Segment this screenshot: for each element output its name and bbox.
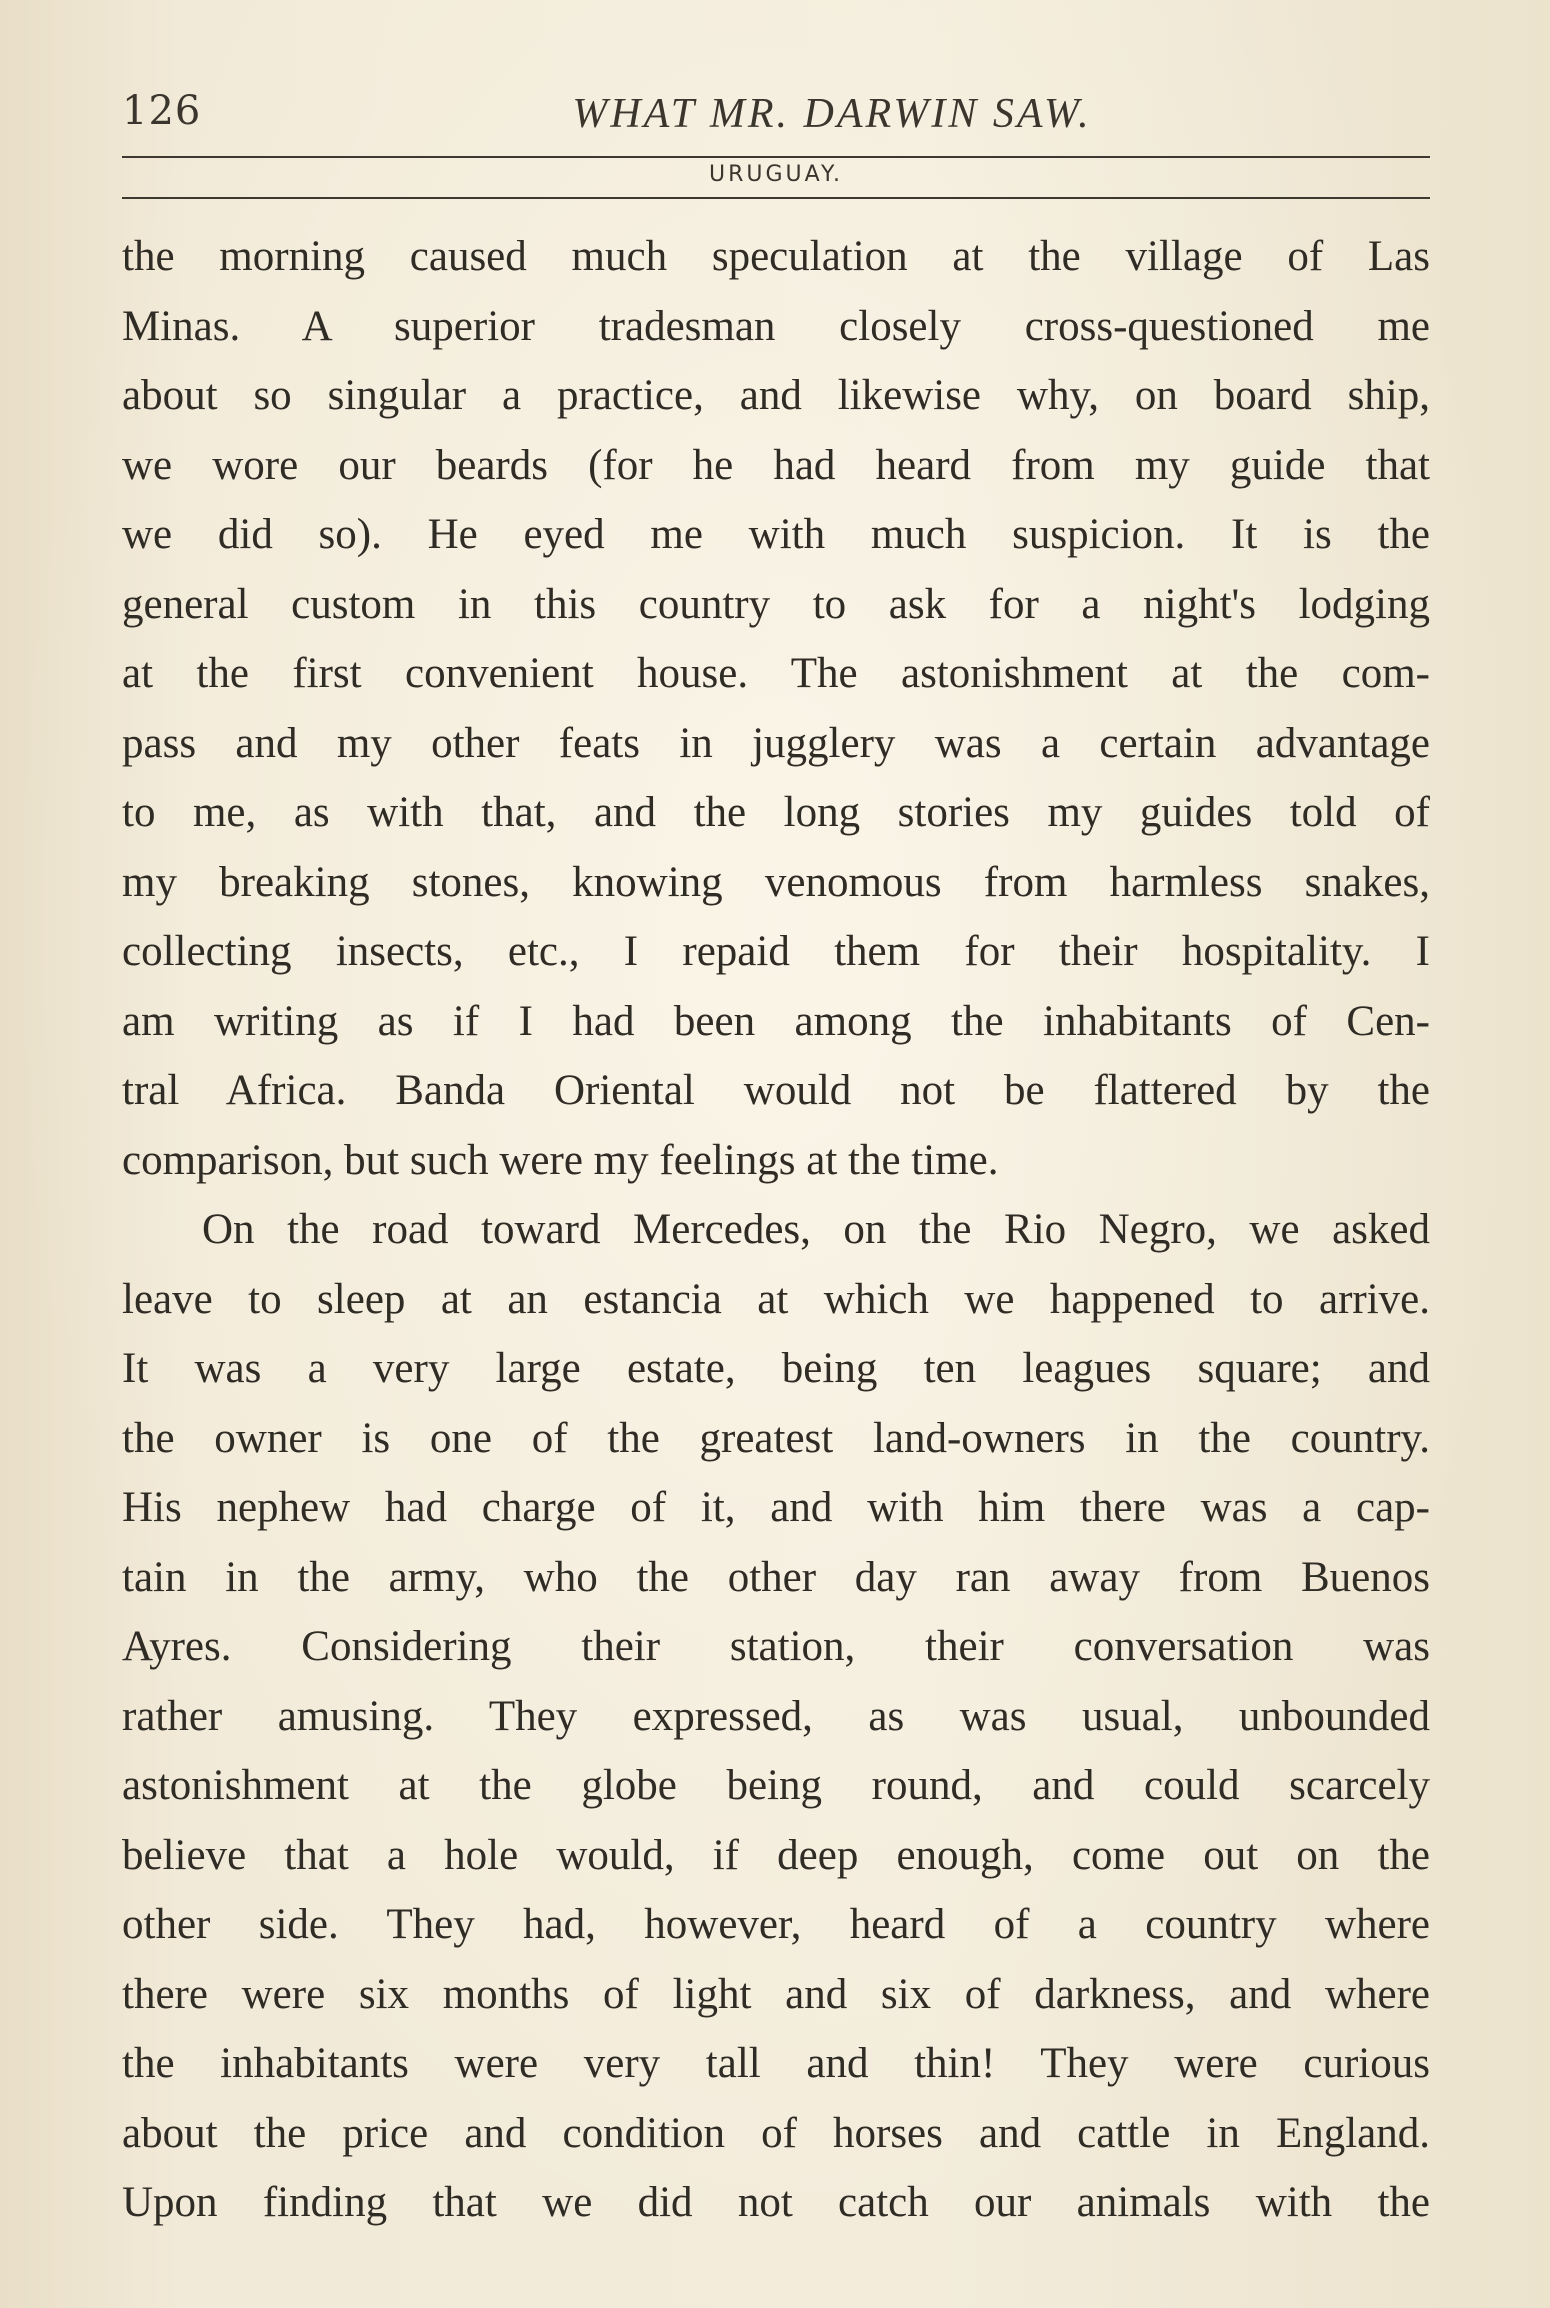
text-line: the owner is one of the greatest land-owners in the country. xyxy=(122,1414,1430,1462)
text-line: the morning caused much speculation at the village of Las xyxy=(122,233,1430,280)
text-line: there were six months of light and six of darkness, and where xyxy=(122,1970,1430,2018)
text-line: believe that a hole would, if deep enough, come out on the xyxy=(122,1831,1430,1879)
text-line: to me, as with that, and the long stories my guides told of xyxy=(122,789,1430,836)
body-text xyxy=(122,222,1430,2238)
paragraph-end-line: comparison, but such were my feelings at the time. xyxy=(122,1136,999,1184)
text-line: at the first convenient house. The astonishment at the com- xyxy=(122,650,1430,697)
text-line: about so singular a practice, and likewise why, on board ship, xyxy=(122,372,1430,419)
text-line: other side. They had, however, heard of a country where xyxy=(122,1901,1430,1948)
section-label: URUGUAY. xyxy=(709,162,843,187)
text-line: It was a very large estate, being ten leagues square; and xyxy=(122,1345,1430,1392)
text-line: leave to sleep at an estancia at which we happened to arrive. xyxy=(122,1275,1430,1323)
text-line: collecting insects, etc., I repaid them for their hospitality. I xyxy=(122,928,1430,975)
text-line: my breaking stones, knowing venomous from harmless snakes, xyxy=(122,858,1430,906)
text-line: the inhabitants were very tall and thin! They were curious xyxy=(122,2040,1430,2087)
paragraph-start-line: On the road toward Mercedes, on the Rio Negro, we asked xyxy=(202,1206,1430,1253)
text-line: tral Africa. Banda Oriental would not be flattered by the xyxy=(122,1067,1430,1114)
text-line: Ayres. Considering their station, their conversation was xyxy=(122,1623,1430,1670)
text-line: pass and my other feats in jugglery was a certain advantage xyxy=(122,719,1430,767)
running-title: WHAT MR. DARWIN SAW. xyxy=(572,91,1092,137)
text-line: tain in the army, who the other day ran away from Buenos xyxy=(122,1553,1430,1601)
page-header xyxy=(122,88,1430,138)
text-line: we wore our beards (for he had heard from my guide that xyxy=(122,441,1430,489)
text-line: about the price and condition of horses and cattle in England. xyxy=(122,2109,1430,2157)
text-line: am writing as if I had been among the inhabitants of Cen- xyxy=(122,997,1430,1045)
text-line: astonishment at the globe being round, and could scarcely xyxy=(122,1762,1430,1809)
text-line: rather amusing. They expressed, as was usual, unbounded xyxy=(122,1692,1430,1740)
header-rule-bottom xyxy=(122,197,1430,199)
page-number: 126 xyxy=(122,88,202,134)
text-line: His nephew had charge of it, and with him there was a cap- xyxy=(122,1484,1430,1531)
header-rule-top xyxy=(122,156,1430,158)
text-line: Upon finding that we did not catch our animals with the xyxy=(122,2179,1430,2226)
text-line: we did so). He eyed me with much suspicion. It is the xyxy=(122,511,1430,558)
text-line: general custom in this country to ask for a night's lodging xyxy=(122,580,1430,628)
text-line: Minas. A superior tradesman closely cross-questioned me xyxy=(122,302,1430,350)
